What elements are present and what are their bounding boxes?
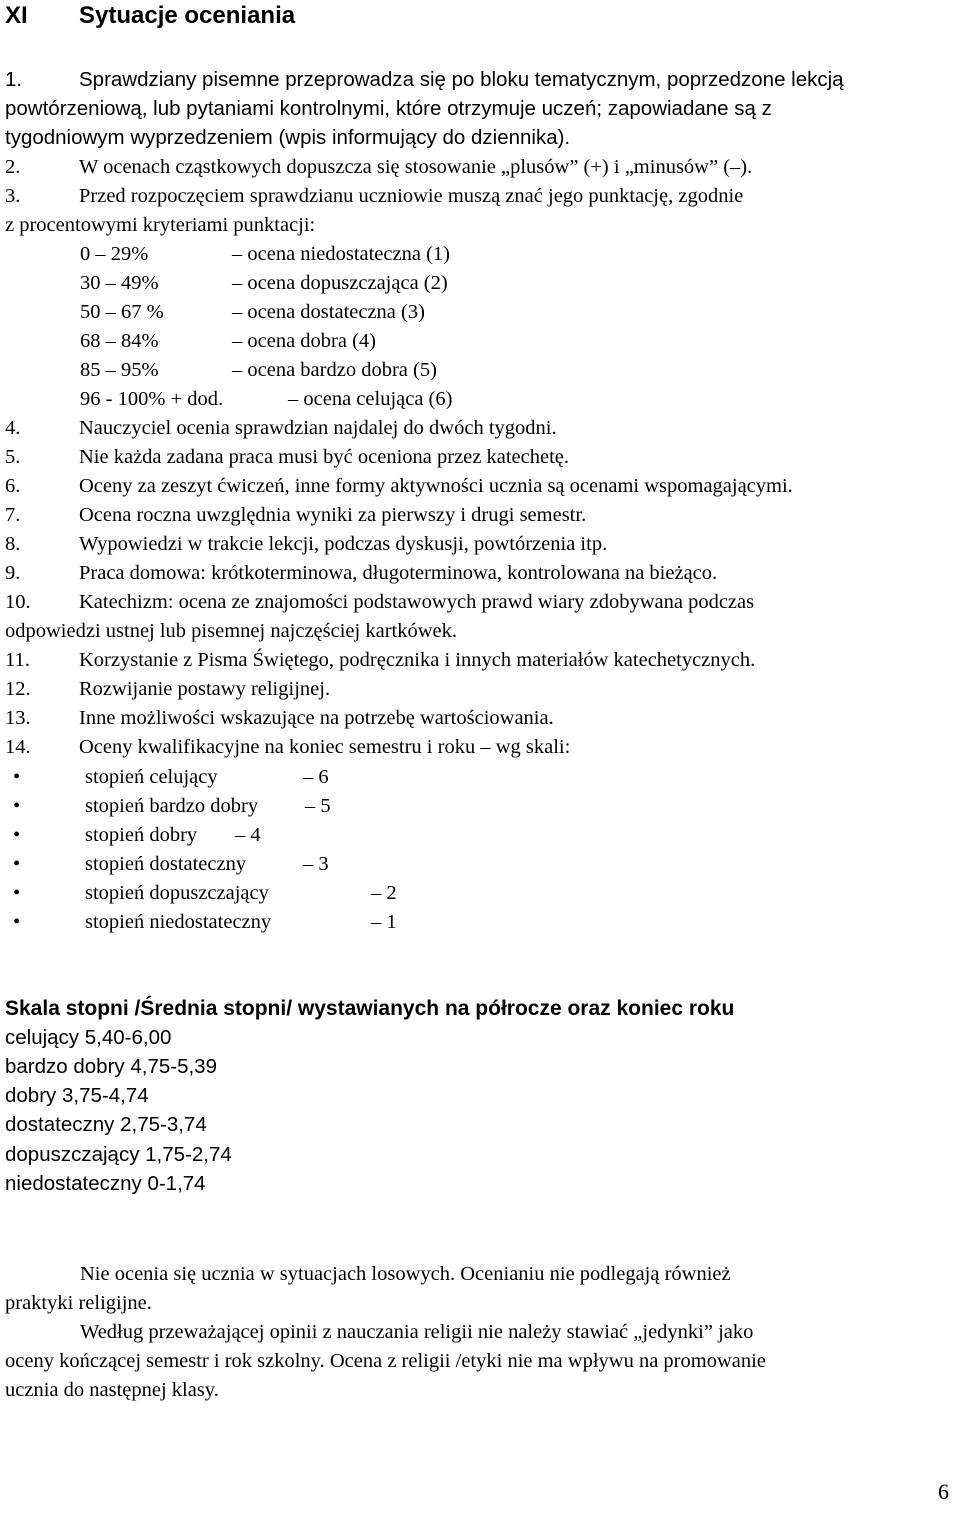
- criteria-grade: – ocena dostateczna (3): [232, 301, 425, 323]
- list-item-14: [5, 735, 570, 759]
- note-paragraph-2: Według przeważającej opinii z nauczania religii nie należy stawiać „jedynki” jako: [80, 1321, 754, 1343]
- average-row: bardzo dobry 4,75-5,39: [5, 1055, 217, 1078]
- scale-value: – 6: [303, 766, 329, 788]
- item-text: Korzystanie z Pisma Świętego, podręcznika i innych materiałów katechetycznych.: [79, 649, 756, 671]
- item-number: 2.: [5, 156, 21, 178]
- bullet-icon: •: [13, 853, 21, 875]
- item-text: Katechizm: ocena ze znajomości podstawowych prawd wiary zdobywana podczas: [79, 591, 755, 613]
- item-number: 13.: [5, 707, 31, 729]
- criteria-range: 68 – 84%: [80, 330, 159, 352]
- average-row: niedostateczny 0-1,74: [5, 1172, 206, 1195]
- item-text: Praca domowa: krótkoterminowa, długoterminowa, kontrolowana na bieżąco.: [79, 562, 718, 584]
- list-item-10: [5, 590, 754, 614]
- item-number: 1.: [5, 68, 23, 91]
- item-number: 12.: [5, 678, 31, 700]
- section-number: XI: [5, 2, 28, 29]
- scale-value: – 5: [305, 795, 331, 817]
- scale-row: [5, 765, 605, 789]
- item-number: 10.: [5, 591, 31, 613]
- criteria-range: 85 – 95%: [80, 359, 159, 381]
- scale-name: stopień dostateczny: [85, 853, 247, 875]
- list-item-3: [5, 184, 743, 208]
- page-number: 6: [938, 1479, 949, 1504]
- criteria-row: [5, 358, 605, 382]
- criteria-grade: – ocena dopuszczająca (2): [232, 272, 448, 294]
- criteria-row: [5, 300, 605, 324]
- scale-value: – 1: [371, 911, 397, 933]
- average-row: dostateczny 2,75-3,74: [5, 1113, 207, 1136]
- item-number: 7.: [5, 504, 21, 526]
- bullet-icon: •: [13, 766, 21, 788]
- note-paragraph-2-line-3: ucznia do następnej klasy.: [5, 1379, 219, 1401]
- item-text: Rozwijanie postawy religijnej.: [79, 678, 331, 700]
- bullet-icon: •: [13, 824, 21, 846]
- bullet-icon: •: [13, 911, 21, 933]
- criteria-grade: – ocena niedostateczna (1): [232, 243, 450, 265]
- criteria-grade: – ocena dobra (4): [232, 330, 377, 352]
- list-item-1: [5, 68, 844, 92]
- section-title-text: Sytuacje oceniania: [79, 2, 296, 29]
- list-item-10-line-2: odpowiedzi ustnej lub pisemnej najczęściej kartkówek.: [5, 620, 458, 642]
- scale-name: stopień bardzo dobry: [85, 795, 259, 817]
- item-number: 14.: [5, 736, 31, 758]
- list-item-7: [5, 503, 586, 527]
- section-title: [5, 2, 295, 30]
- average-row: dobry 3,75-4,74: [5, 1084, 149, 1107]
- criteria-grade: – ocena bardzo dobra (5): [232, 359, 437, 381]
- criteria-range: 30 – 49%: [80, 272, 159, 294]
- criteria-row: [5, 271, 605, 295]
- criteria-row: [5, 387, 605, 411]
- item-text: W ocenach cząstkowych dopuszcza się stosowanie „plusów” (+) i „minusów” (–).: [79, 156, 753, 178]
- list-item-12: [5, 677, 330, 701]
- list-item-8: [5, 532, 607, 556]
- scale-row: [5, 910, 605, 934]
- bullet-icon: •: [13, 795, 21, 817]
- scale-row: [5, 823, 605, 847]
- item-text: Sprawdziany pisemne przeprowadza się po bloku tematycznym, poprzedzone lekcją: [79, 68, 844, 91]
- item-text: Nie każda zadana praca musi być oceniona przez katechetę.: [79, 446, 570, 468]
- criteria-range: 0 – 29%: [80, 243, 149, 265]
- list-item-3-line-2: z procentowymi kryteriami punktacji:: [5, 214, 316, 236]
- average-heading: Skala stopni /Średnia stopni/ wystawianych na półrocze oraz koniec roku: [5, 997, 735, 1020]
- average-row: celujący 5,40-6,00: [5, 1026, 172, 1049]
- item-text: Ocena roczna uwzględnia wyniki za pierwszy i drugi semestr.: [79, 504, 587, 526]
- item-number: 6.: [5, 475, 21, 497]
- scale-value: – 2: [371, 882, 397, 904]
- item-text: Inne możliwości wskazujące na potrzebę wartościowania.: [79, 707, 554, 729]
- list-item-9: [5, 561, 717, 585]
- list-item-13: [5, 706, 554, 730]
- scale-value: – 3: [303, 853, 329, 875]
- item-text: Oceny kwalifikacyjne na koniec semestru i roku – wg skali:: [79, 736, 571, 758]
- note-paragraph-1: Nie ocenia się ucznia w sytuacjach losowych. Ocenianiu nie podlegają również: [80, 1263, 731, 1285]
- note-paragraph-1-line-2: praktyki religijne.: [5, 1292, 152, 1314]
- criteria-row: [5, 242, 605, 266]
- criteria-range: 96 - 100% + dod.: [80, 388, 224, 410]
- scale-name: stopień dopuszczający: [85, 882, 269, 904]
- item-number: 4.: [5, 417, 21, 439]
- item-number: 5.: [5, 446, 21, 468]
- criteria-row: [5, 329, 605, 353]
- item-number: 9.: [5, 562, 21, 584]
- list-item-6: [5, 474, 793, 498]
- item-text: Wypowiedzi w trakcie lekcji, podczas dyskusji, powtórzenia itp.: [79, 533, 608, 555]
- note-paragraph-2-line-2: oceny kończącej semestr i rok szkolny. Ocena z religii /etyki nie ma wpływu na promowanie: [5, 1350, 766, 1372]
- list-item-5: [5, 445, 569, 469]
- item-number: 11.: [5, 649, 30, 671]
- average-row: dopuszczający 1,75-2,74: [5, 1143, 232, 1166]
- list-item-11: [5, 648, 755, 672]
- scale-name: stopień niedostateczny: [85, 911, 272, 933]
- scale-name: stopień celujący: [85, 766, 218, 788]
- scale-value: – 4: [235, 824, 261, 846]
- criteria-range: 50 – 67 %: [80, 301, 164, 323]
- bullet-icon: •: [13, 882, 21, 904]
- list-item-4: [5, 416, 557, 440]
- item-number: 8.: [5, 533, 21, 555]
- scale-row: [5, 794, 605, 818]
- item-text: Nauczyciel ocenia sprawdzian najdalej do dwóch tygodni.: [79, 417, 557, 439]
- scale-row: [5, 852, 605, 876]
- list-item-2: [5, 155, 752, 179]
- item-number: 3.: [5, 185, 21, 207]
- scale-name: stopień dobry: [85, 824, 198, 846]
- scale-row: [5, 881, 605, 905]
- criteria-grade: – ocena celująca (6): [288, 388, 453, 410]
- item-text: Przed rozpoczęciem sprawdzianu uczniowie muszą znać jego punktację, zgodnie: [79, 185, 744, 207]
- list-item-1-line-3: tygodniowym wyprzedzeniem (wpis informujący do dziennika).: [5, 126, 571, 149]
- item-text: Oceny za zeszyt ćwiczeń, inne formy aktywności ucznia są ocenami wspomagającymi.: [79, 475, 793, 497]
- list-item-1-line-2: powtórzeniową, lub pytaniami kontrolnymi, które otrzymuje uczeń; zapowiadane są z: [5, 97, 772, 120]
